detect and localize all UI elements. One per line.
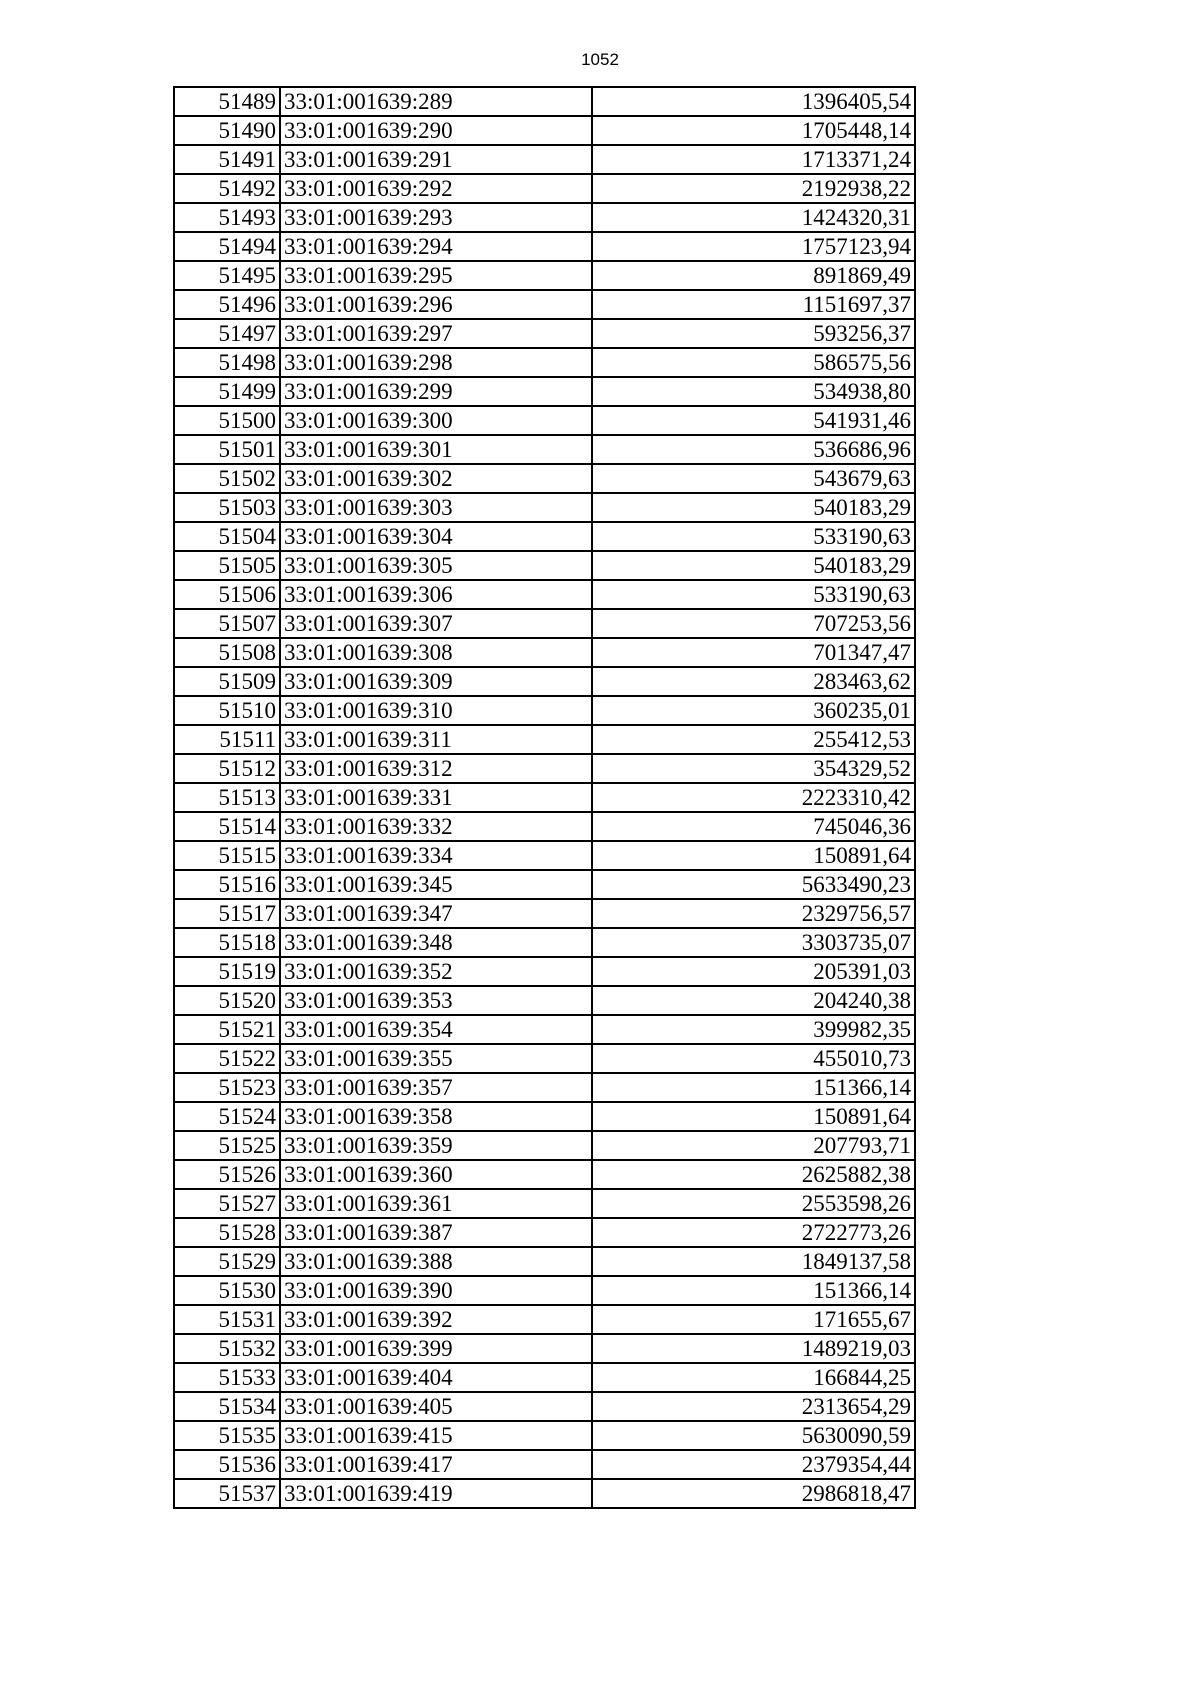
row-number-cell: 51504 bbox=[174, 522, 280, 551]
cadastral-value-cell: 593256,37 bbox=[592, 319, 915, 348]
cadastral-value-cell: 166844,25 bbox=[592, 1363, 915, 1392]
table-row bbox=[174, 1160, 915, 1189]
table-row bbox=[174, 928, 915, 957]
cadastral-number-cell: 33:01:001639:417 bbox=[280, 1450, 592, 1479]
cadastral-number-cell: 33:01:001639:305 bbox=[280, 551, 592, 580]
table-row bbox=[174, 1334, 915, 1363]
cadastral-number-cell: 33:01:001639:300 bbox=[280, 406, 592, 435]
cadastral-number-cell: 33:01:001639:347 bbox=[280, 899, 592, 928]
table-row bbox=[174, 841, 915, 870]
table-row bbox=[174, 696, 915, 725]
table-row bbox=[174, 870, 915, 899]
cadastral-number-cell: 33:01:001639:307 bbox=[280, 609, 592, 638]
cadastral-number-cell: 33:01:001639:294 bbox=[280, 232, 592, 261]
cadastral-value-cell: 707253,56 bbox=[592, 609, 915, 638]
row-number-cell: 51528 bbox=[174, 1218, 280, 1247]
table-row bbox=[174, 174, 915, 203]
table-body bbox=[174, 87, 915, 1508]
cadastral-value-table bbox=[173, 86, 916, 1509]
row-number-cell: 51508 bbox=[174, 638, 280, 667]
cadastral-number-cell: 33:01:001639:296 bbox=[280, 290, 592, 319]
row-number-cell: 51519 bbox=[174, 957, 280, 986]
row-number-cell: 51502 bbox=[174, 464, 280, 493]
table-row bbox=[174, 1102, 915, 1131]
row-number-cell: 51524 bbox=[174, 1102, 280, 1131]
row-number-cell: 51489 bbox=[174, 87, 280, 116]
table-row bbox=[174, 493, 915, 522]
cadastral-number-cell: 33:01:001639:358 bbox=[280, 1102, 592, 1131]
table-row bbox=[174, 464, 915, 493]
row-number-cell: 51517 bbox=[174, 899, 280, 928]
cadastral-number-cell: 33:01:001639:399 bbox=[280, 1334, 592, 1363]
row-number-cell: 51493 bbox=[174, 203, 280, 232]
cadastral-number-cell: 33:01:001639:354 bbox=[280, 1015, 592, 1044]
cadastral-value-cell: 360235,01 bbox=[592, 696, 915, 725]
cadastral-value-cell: 205391,03 bbox=[592, 957, 915, 986]
cadastral-value-cell: 536686,96 bbox=[592, 435, 915, 464]
cadastral-number-cell: 33:01:001639:415 bbox=[280, 1421, 592, 1450]
cadastral-value-cell: 1713371,24 bbox=[592, 145, 915, 174]
table-row bbox=[174, 1392, 915, 1421]
cadastral-number-cell: 33:01:001639:388 bbox=[280, 1247, 592, 1276]
table-row bbox=[174, 1276, 915, 1305]
cadastral-number-cell: 33:01:001639:352 bbox=[280, 957, 592, 986]
row-number-cell: 51496 bbox=[174, 290, 280, 319]
cadastral-number-cell: 33:01:001639:298 bbox=[280, 348, 592, 377]
row-number-cell: 51509 bbox=[174, 667, 280, 696]
cadastral-value-cell: 283463,62 bbox=[592, 667, 915, 696]
cadastral-value-cell: 2722773,26 bbox=[592, 1218, 915, 1247]
table-row bbox=[174, 261, 915, 290]
cadastral-number-cell: 33:01:001639:306 bbox=[280, 580, 592, 609]
cadastral-value-cell: 5633490,23 bbox=[592, 870, 915, 899]
cadastral-value-cell: 1705448,14 bbox=[592, 116, 915, 145]
cadastral-value-cell: 1424320,31 bbox=[592, 203, 915, 232]
row-number-cell: 51534 bbox=[174, 1392, 280, 1421]
table-row bbox=[174, 290, 915, 319]
row-number-cell: 51498 bbox=[174, 348, 280, 377]
table-row bbox=[174, 203, 915, 232]
cadastral-value-cell: 150891,64 bbox=[592, 841, 915, 870]
cadastral-number-cell: 33:01:001639:302 bbox=[280, 464, 592, 493]
table-row bbox=[174, 1363, 915, 1392]
table-row bbox=[174, 1479, 915, 1508]
row-number-cell: 51501 bbox=[174, 435, 280, 464]
cadastral-number-cell: 33:01:001639:311 bbox=[280, 725, 592, 754]
cadastral-value-cell: 543679,63 bbox=[592, 464, 915, 493]
row-number-cell: 51510 bbox=[174, 696, 280, 725]
table-row bbox=[174, 1218, 915, 1247]
row-number-cell: 51506 bbox=[174, 580, 280, 609]
row-number-cell: 51537 bbox=[174, 1479, 280, 1508]
cadastral-number-cell: 33:01:001639:392 bbox=[280, 1305, 592, 1334]
table-row bbox=[174, 812, 915, 841]
table-row bbox=[174, 232, 915, 261]
row-number-cell: 51494 bbox=[174, 232, 280, 261]
cadastral-value-cell: 151366,14 bbox=[592, 1073, 915, 1102]
cadastral-number-cell: 33:01:001639:308 bbox=[280, 638, 592, 667]
cadastral-number-cell: 33:01:001639:332 bbox=[280, 812, 592, 841]
row-number-cell: 51535 bbox=[174, 1421, 280, 1450]
row-number-cell: 51514 bbox=[174, 812, 280, 841]
cadastral-number-cell: 33:01:001639:295 bbox=[280, 261, 592, 290]
row-number-cell: 51526 bbox=[174, 1160, 280, 1189]
cadastral-number-cell: 33:01:001639:353 bbox=[280, 986, 592, 1015]
row-number-cell: 51491 bbox=[174, 145, 280, 174]
cadastral-value-cell: 2625882,38 bbox=[592, 1160, 915, 1189]
row-number-cell: 51503 bbox=[174, 493, 280, 522]
row-number-cell: 51505 bbox=[174, 551, 280, 580]
table-row bbox=[174, 377, 915, 406]
cadastral-value-cell: 204240,38 bbox=[592, 986, 915, 1015]
cadastral-value-cell: 586575,56 bbox=[592, 348, 915, 377]
cadastral-number-cell: 33:01:001639:297 bbox=[280, 319, 592, 348]
page-number: 1052 bbox=[581, 50, 619, 69]
row-number-cell: 51500 bbox=[174, 406, 280, 435]
cadastral-value-cell: 533190,63 bbox=[592, 580, 915, 609]
cadastral-value-cell: 2553598,26 bbox=[592, 1189, 915, 1218]
cadastral-number-cell: 33:01:001639:309 bbox=[280, 667, 592, 696]
cadastral-value-cell: 354329,52 bbox=[592, 754, 915, 783]
cadastral-value-cell: 1151697,37 bbox=[592, 290, 915, 319]
row-number-cell: 51516 bbox=[174, 870, 280, 899]
table-row bbox=[174, 1305, 915, 1334]
table-row bbox=[174, 899, 915, 928]
table-row bbox=[174, 725, 915, 754]
table-row bbox=[174, 551, 915, 580]
row-number-cell: 51507 bbox=[174, 609, 280, 638]
cadastral-number-cell: 33:01:001639:289 bbox=[280, 87, 592, 116]
table-row bbox=[174, 957, 915, 986]
row-number-cell: 51520 bbox=[174, 986, 280, 1015]
table-row bbox=[174, 1247, 915, 1276]
cadastral-number-cell: 33:01:001639:293 bbox=[280, 203, 592, 232]
table-row bbox=[174, 1015, 915, 1044]
cadastral-number-cell: 33:01:001639:355 bbox=[280, 1044, 592, 1073]
cadastral-number-cell: 33:01:001639:405 bbox=[280, 1392, 592, 1421]
row-number-cell: 51529 bbox=[174, 1247, 280, 1276]
cadastral-number-cell: 33:01:001639:360 bbox=[280, 1160, 592, 1189]
cadastral-number-cell: 33:01:001639:292 bbox=[280, 174, 592, 203]
row-number-cell: 51515 bbox=[174, 841, 280, 870]
cadastral-value-cell: 701347,47 bbox=[592, 638, 915, 667]
cadastral-number-cell: 33:01:001639:359 bbox=[280, 1131, 592, 1160]
row-number-cell: 51512 bbox=[174, 754, 280, 783]
cadastral-value-cell: 2986818,47 bbox=[592, 1479, 915, 1508]
row-number-cell: 51525 bbox=[174, 1131, 280, 1160]
cadastral-number-cell: 33:01:001639:290 bbox=[280, 116, 592, 145]
table-row bbox=[174, 522, 915, 551]
table-row bbox=[174, 986, 915, 1015]
table-row bbox=[174, 145, 915, 174]
cadastral-number-cell: 33:01:001639:348 bbox=[280, 928, 592, 957]
cadastral-value-cell: 455010,73 bbox=[592, 1044, 915, 1073]
table-row bbox=[174, 1073, 915, 1102]
cadastral-value-cell: 533190,63 bbox=[592, 522, 915, 551]
table-row bbox=[174, 667, 915, 696]
cadastral-number-cell: 33:01:001639:345 bbox=[280, 870, 592, 899]
table-row bbox=[174, 116, 915, 145]
row-number-cell: 51523 bbox=[174, 1073, 280, 1102]
cadastral-number-cell: 33:01:001639:334 bbox=[280, 841, 592, 870]
table-row bbox=[174, 1450, 915, 1479]
row-number-cell: 51531 bbox=[174, 1305, 280, 1334]
cadastral-number-cell: 33:01:001639:357 bbox=[280, 1073, 592, 1102]
table-row bbox=[174, 435, 915, 464]
row-number-cell: 51521 bbox=[174, 1015, 280, 1044]
cadastral-number-cell: 33:01:001639:303 bbox=[280, 493, 592, 522]
cadastral-number-cell: 33:01:001639:390 bbox=[280, 1276, 592, 1305]
cadastral-number-cell: 33:01:001639:310 bbox=[280, 696, 592, 725]
row-number-cell: 51530 bbox=[174, 1276, 280, 1305]
cadastral-value-cell: 150891,64 bbox=[592, 1102, 915, 1131]
row-number-cell: 51495 bbox=[174, 261, 280, 290]
table-row bbox=[174, 319, 915, 348]
cadastral-value-cell: 540183,29 bbox=[592, 551, 915, 580]
cadastral-value-cell: 2379354,44 bbox=[592, 1450, 915, 1479]
row-number-cell: 51511 bbox=[174, 725, 280, 754]
cadastral-value-cell: 1489219,03 bbox=[592, 1334, 915, 1363]
table-row bbox=[174, 609, 915, 638]
cadastral-value-cell: 151366,14 bbox=[592, 1276, 915, 1305]
cadastral-number-cell: 33:01:001639:301 bbox=[280, 435, 592, 464]
cadastral-value-cell: 1757123,94 bbox=[592, 232, 915, 261]
cadastral-number-cell: 33:01:001639:312 bbox=[280, 754, 592, 783]
cadastral-value-cell: 541931,46 bbox=[592, 406, 915, 435]
cadastral-value-cell: 2329756,57 bbox=[592, 899, 915, 928]
table-row bbox=[174, 406, 915, 435]
row-number-cell: 51527 bbox=[174, 1189, 280, 1218]
cadastral-value-cell: 540183,29 bbox=[592, 493, 915, 522]
cadastral-value-cell: 207793,71 bbox=[592, 1131, 915, 1160]
row-number-cell: 51518 bbox=[174, 928, 280, 957]
table-row bbox=[174, 580, 915, 609]
cadastral-value-cell: 171655,67 bbox=[592, 1305, 915, 1334]
table-row bbox=[174, 348, 915, 377]
cadastral-value-cell: 399982,35 bbox=[592, 1015, 915, 1044]
cadastral-number-cell: 33:01:001639:419 bbox=[280, 1479, 592, 1508]
row-number-cell: 51536 bbox=[174, 1450, 280, 1479]
cadastral-value-cell: 745046,36 bbox=[592, 812, 915, 841]
cadastral-value-cell: 534938,80 bbox=[592, 377, 915, 406]
cadastral-number-cell: 33:01:001639:387 bbox=[280, 1218, 592, 1247]
cadastral-value-cell: 2223310,42 bbox=[592, 783, 915, 812]
table-row bbox=[174, 1421, 915, 1450]
cadastral-value-cell: 1849137,58 bbox=[592, 1247, 915, 1276]
table-row bbox=[174, 638, 915, 667]
row-number-cell: 51490 bbox=[174, 116, 280, 145]
table-row bbox=[174, 87, 915, 116]
row-number-cell: 51533 bbox=[174, 1363, 280, 1392]
cadastral-number-cell: 33:01:001639:304 bbox=[280, 522, 592, 551]
cadastral-number-cell: 33:01:001639:404 bbox=[280, 1363, 592, 1392]
row-number-cell: 51513 bbox=[174, 783, 280, 812]
table-row bbox=[174, 1131, 915, 1160]
cadastral-value-cell: 2192938,22 bbox=[592, 174, 915, 203]
table-row bbox=[174, 1189, 915, 1218]
row-number-cell: 51522 bbox=[174, 1044, 280, 1073]
row-number-cell: 51497 bbox=[174, 319, 280, 348]
cadastral-value-cell: 3303735,07 bbox=[592, 928, 915, 957]
cadastral-number-cell: 33:01:001639:331 bbox=[280, 783, 592, 812]
cadastral-value-cell: 891869,49 bbox=[592, 261, 915, 290]
cadastral-number-cell: 33:01:001639:291 bbox=[280, 145, 592, 174]
cadastral-value-cell: 255412,53 bbox=[592, 725, 915, 754]
cadastral-value-cell: 1396405,54 bbox=[592, 87, 915, 116]
table-row bbox=[174, 754, 915, 783]
row-number-cell: 51492 bbox=[174, 174, 280, 203]
table-row bbox=[174, 1044, 915, 1073]
table-row bbox=[174, 783, 915, 812]
row-number-cell: 51532 bbox=[174, 1334, 280, 1363]
cadastral-value-cell: 5630090,59 bbox=[592, 1421, 915, 1450]
cadastral-number-cell: 33:01:001639:299 bbox=[280, 377, 592, 406]
row-number-cell: 51499 bbox=[174, 377, 280, 406]
cadastral-value-cell: 2313654,29 bbox=[592, 1392, 915, 1421]
cadastral-number-cell: 33:01:001639:361 bbox=[280, 1189, 592, 1218]
